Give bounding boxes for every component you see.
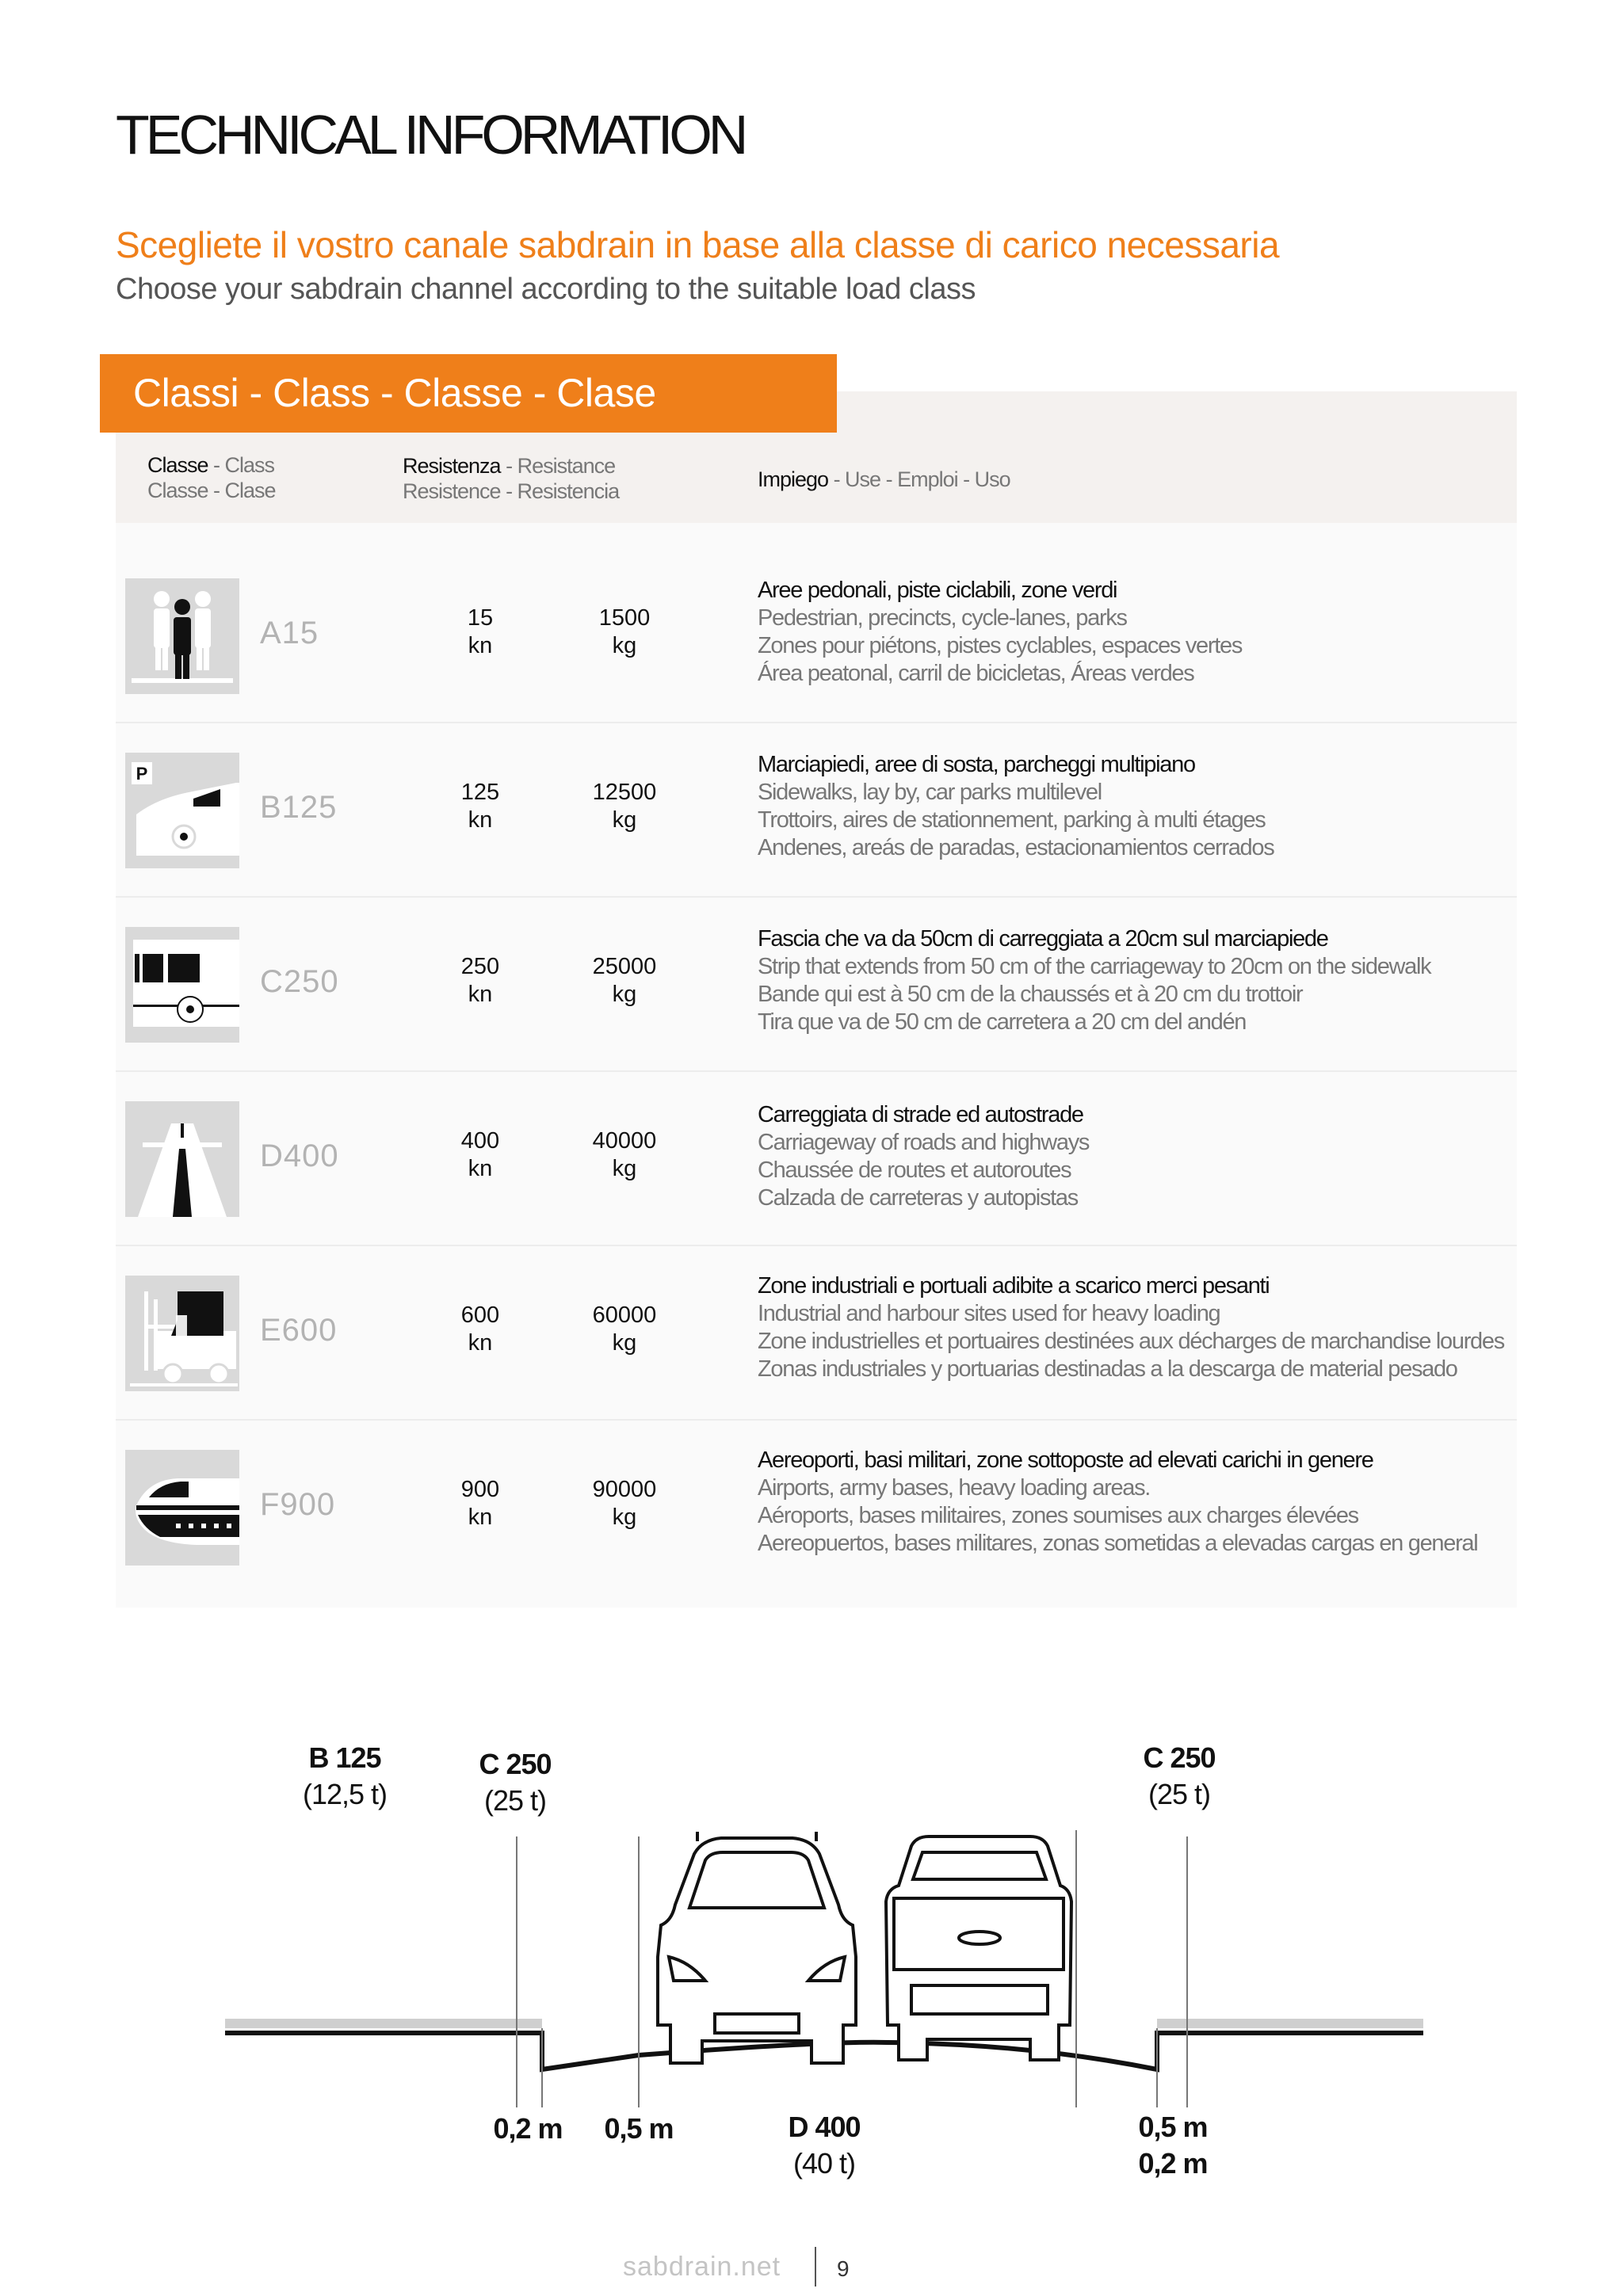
class-code: F900 — [260, 1487, 336, 1522]
kn-unit: kn — [468, 982, 493, 1007]
resistance-kn — [417, 1476, 544, 1531]
use-line: Bande qui est à 50 cm de la chaussés et à 20 cm du trottoir — [758, 982, 1303, 1007]
resistance-kg — [561, 1476, 688, 1531]
kg-value: 40000 — [592, 1128, 657, 1154]
kg-value: 25000 — [592, 954, 657, 979]
use-line: Trottoirs, aires de stationnement, parking à multi étages — [758, 807, 1266, 833]
header-use — [758, 467, 1010, 492]
row-separator — [116, 1245, 1517, 1246]
use-line: Aereopuertos, bases militares, zonas sometidas a elevadas cargas en general — [758, 1531, 1478, 1556]
airplane-icon — [125, 1450, 239, 1566]
d400-weight: (40 t) — [792, 2147, 856, 2180]
use-line: Airports, army bases, heavy loading areas. — [758, 1475, 1151, 1501]
pickup-rear-icon — [886, 1836, 1071, 2060]
resistance-kg — [561, 1302, 688, 1357]
resistance-kg — [561, 1127, 688, 1183]
road-cross-section-diagram — [0, 1727, 1623, 2171]
class-tab-header: Classi - Class - Classe - Clase — [100, 354, 837, 433]
header-resistance — [403, 453, 619, 504]
use-line: Andenes, areás de paradas, estacionamientos cerrados — [758, 835, 1274, 860]
label-d400 — [761, 2109, 888, 2182]
kn-unit: kn — [468, 1505, 493, 1530]
use-description — [758, 1447, 1477, 1558]
resistance-kn — [417, 605, 544, 660]
subtitle-italian: Scegliete il vostro canale sabdrain in base alla classe di carico necessaria — [116, 224, 1280, 265]
kg-unit: kg — [612, 1156, 637, 1181]
b125-name: B 125 — [308, 1741, 381, 1774]
footer-website: sabdrain.net — [623, 2252, 781, 2282]
use-description — [758, 925, 1430, 1036]
dim-left-05: 0,5 m — [604, 2112, 674, 2145]
kn-value: 125 — [460, 780, 500, 805]
use-line: Zonas industriales y portuarias destinadas a la descarga de material pesado — [758, 1356, 1457, 1382]
use-line: Carreggiata di strade ed autostrade — [758, 1102, 1083, 1127]
label-c250-left — [452, 1746, 579, 1819]
kg-unit: kg — [612, 982, 637, 1007]
use-line: Chaussée de routes et autoroutes — [758, 1158, 1071, 1183]
header-class-strong: Classe — [147, 453, 208, 477]
row-separator — [116, 1070, 1517, 1072]
row-separator — [116, 896, 1517, 898]
subtitle-english: Choose your sabdrain channel according to the suitable load class — [116, 273, 976, 306]
use-line: Zones pour piétons, pistes cyclables, espaces vertes — [758, 633, 1243, 658]
use-line: Tira que va de 50 cm de carretera a 20 cm del andén — [758, 1009, 1247, 1035]
class-code: C250 — [260, 964, 339, 999]
header-use-strong: Impiego — [758, 467, 829, 491]
resistance-kn — [417, 1127, 544, 1183]
left-sidewalk-shade — [225, 2019, 542, 2028]
kn-value: 15 — [467, 605, 494, 631]
use-line: Strip that extends from 50 cm of the carriageway to 20cm on the sidewalk — [758, 954, 1431, 979]
forklift-icon — [125, 1276, 239, 1391]
d400-name: D 400 — [788, 2111, 861, 2143]
resistance-kg — [561, 953, 688, 1009]
use-line: Marciapiedi, aree di sosta, parcheggi multipiano — [758, 752, 1195, 777]
page-title: TECHNICAL INFORMATION — [116, 104, 745, 166]
kg-value: 12500 — [592, 780, 657, 805]
class-code: E600 — [260, 1313, 338, 1348]
kn-unit: kn — [468, 1330, 493, 1356]
kn-value: 250 — [460, 954, 500, 979]
c250-right-weight: (25 t) — [1148, 1778, 1211, 1810]
kg-unit: kg — [612, 807, 637, 833]
header-use-rest: - Use - Emploi - Uso — [828, 467, 1010, 491]
row-separator — [116, 1419, 1517, 1421]
footer-separator — [815, 2247, 816, 2286]
c250-left-weight: (25 t) — [483, 1784, 547, 1817]
kg-value: 1500 — [598, 605, 651, 631]
use-line: Aereoporti, basi militari, zone sottoposte ad elevati carichi in genere — [758, 1447, 1373, 1473]
use-line: Pedestrian, precincts, cycle-lanes, parks — [758, 605, 1127, 631]
c250-right-name: C 250 — [1143, 1741, 1216, 1774]
use-description — [758, 1272, 1504, 1383]
parking-sign-letter: P — [136, 764, 148, 784]
use-line: Sidewalks, lay by, car parks multilevel — [758, 780, 1102, 805]
kn-value: 900 — [460, 1477, 500, 1502]
use-line: Zone industrielles et portuaires destinées aux décharges de marchandise lourdes — [758, 1329, 1504, 1354]
header-resistance-rest: - Resistance — [500, 454, 616, 478]
header-class-rest: - Class — [208, 453, 275, 477]
class-code: A15 — [260, 616, 319, 650]
dim-left-02: 0,2 m — [493, 2112, 563, 2145]
use-line: Zone industriali e portuali adibite a scarico merci pesanti — [758, 1273, 1270, 1299]
bus-icon — [125, 927, 239, 1043]
header-resistance-line2: Resistence - Resistencia — [403, 479, 620, 503]
use-line: Área peatonal, carril de bicicletas, Áreas verdes — [758, 661, 1194, 686]
header-resistance-strong: Resistenza — [403, 454, 501, 478]
use-description — [758, 1101, 1089, 1212]
kn-unit: kn — [468, 807, 493, 833]
use-line: Aéroports, bases militaires, zones soumises aux charges élevées — [758, 1503, 1358, 1528]
resistance-kn — [417, 1302, 544, 1357]
suv-front-icon — [658, 1832, 856, 2063]
page-number: 9 — [837, 2256, 850, 2281]
use-line: Industrial and harbour sites used for heavy loading — [758, 1301, 1220, 1326]
label-c250-right — [1116, 1740, 1243, 1813]
row-separator — [116, 722, 1517, 723]
resistance-kg — [561, 605, 688, 660]
use-description — [758, 751, 1274, 862]
use-description — [758, 577, 1242, 688]
dim-right-02: 0,2 m — [1138, 2147, 1208, 2180]
class-code: D400 — [260, 1138, 339, 1173]
kg-unit: kg — [612, 1330, 637, 1356]
right-sidewalk-shade — [1157, 2019, 1423, 2028]
kg-value: 60000 — [592, 1302, 657, 1328]
dim-right-05: 0,5 m — [1138, 2111, 1208, 2143]
c250-left-name: C 250 — [479, 1748, 552, 1780]
kn-unit: kn — [468, 633, 493, 658]
header-class — [147, 452, 276, 503]
kg-unit: kg — [612, 633, 637, 658]
header-class-line2: Classe - Clase — [147, 479, 276, 502]
use-line: Calzada de carreteras y autopistas — [758, 1185, 1078, 1211]
highway-icon — [125, 1101, 239, 1217]
use-line: Carriageway of roads and highways — [758, 1130, 1090, 1155]
kn-unit: kn — [468, 1156, 493, 1181]
kn-value: 600 — [460, 1302, 500, 1328]
resistance-kn — [417, 779, 544, 834]
label-b125 — [281, 1740, 408, 1813]
kg-value: 90000 — [592, 1477, 657, 1502]
pedestrians-icon — [125, 578, 239, 694]
resistance-kn — [417, 953, 544, 1009]
use-line: Fascia che va da 50cm di carreggiata a 20cm sul marciapiede — [758, 926, 1328, 952]
use-line: Aree pedonali, piste ciclabili, zone verdi — [758, 578, 1117, 603]
class-code: B125 — [260, 790, 338, 825]
parked-car-icon — [125, 753, 239, 868]
b125-weight: (12,5 t) — [302, 1778, 388, 1810]
kn-value: 400 — [460, 1128, 500, 1154]
kg-unit: kg — [612, 1505, 637, 1530]
resistance-kg — [561, 779, 688, 834]
